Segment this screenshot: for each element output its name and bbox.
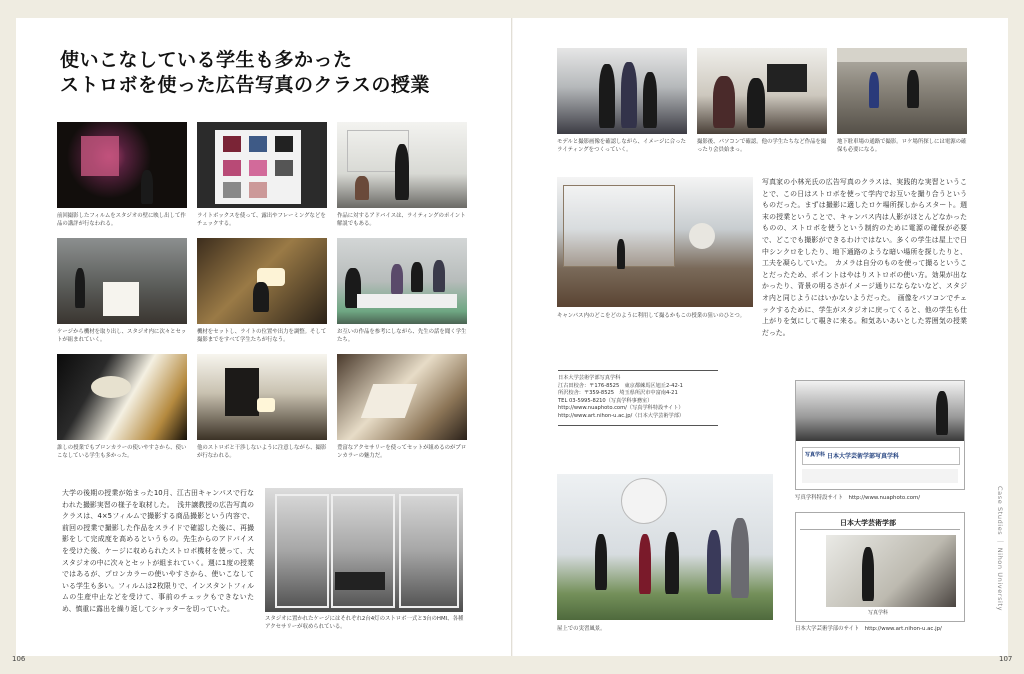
info-line-5: http://www.art.nihon-u.ac.jp/（日本大学芸術学部） bbox=[558, 412, 685, 419]
school-info bbox=[558, 370, 718, 426]
caption-10: スタジオに置かれたケージにはそれぞれ2台4灯のストロボ一式と3台のHMI、各種アクセサリーが収められている。 bbox=[265, 616, 464, 630]
photo-courtyard bbox=[557, 177, 753, 307]
caption-4: ケージから機材を取り出し、スタジオ内に次々とセットが組まれていく。 bbox=[57, 329, 187, 343]
photo-light-adjust bbox=[197, 238, 327, 324]
photo-parking bbox=[837, 48, 967, 134]
photo-broncolor-light bbox=[57, 354, 187, 440]
website-screenshot-art-dept bbox=[795, 512, 965, 622]
caption-9: 豊富なアクセサリーを使ってセットが組めるのがプロンカラーの魅力だ。 bbox=[337, 445, 467, 459]
title-line-2: ストロボを使った広告写真のクラスの授業 bbox=[60, 74, 430, 96]
web1-logo: 写真学科 bbox=[805, 452, 826, 458]
web1-name: 日本大学芸術学部写真学科 bbox=[827, 453, 900, 460]
photo-studio-shoot bbox=[197, 354, 327, 440]
info-line-1: 江古田校舎：〒176-8525 東京都練馬区旭丘2-42-1 bbox=[558, 382, 683, 389]
caption-13: 地下駐車場の通路で撮影。ロケ場所探しには電源の確保も必要になる。 bbox=[837, 139, 967, 153]
info-line-2: 所沢校舎：〒359-8525 埼玉県所沢市中富南4-21 bbox=[558, 390, 678, 397]
photo-pc-review bbox=[697, 48, 827, 134]
page-number-left: 106 bbox=[12, 655, 26, 663]
photo-advice bbox=[337, 122, 467, 208]
caption-2: ライトボックスを使って、露出やフレーミングなどをチェックする。 bbox=[197, 213, 326, 227]
left-body-text: 大学の後期の授業が始まった10月、江古田キャンパスで行なわれた撮影実習の様子を取材した。 浅井譲教授の広告写真のクラスは、4×5フィルムで撮影する商品撮影という内容で、前回の授業で撮影した作品をスライドで確認した後に、再撮影をして完成度を高めるというもの。先生からのアドバイスを受けた後、ケージに収められたストロボ機材を使って、大スタジオの中に次々とセットが組まれていく。週に1度の授業ではあるが、プロンカラーの使いやすさから、使いこなしている学生も多い。フィルムは2枚限りで、インスタントフィルムの生産中止などを受けて、事前のチェックもできないため、慎重に露出を繰り返してシャッターを切っていた。 bbox=[62, 489, 254, 613]
caption-6: お互いの作品を参考にしながら、先生の話を聞く学生たち。 bbox=[337, 329, 467, 343]
photo-model-check bbox=[557, 48, 687, 134]
caption-15: 屋上での実習風景。 bbox=[557, 626, 606, 632]
caption-7: 誰しの授業でもプロンカラーの使いやすさから、使いこなしている学生も多かった。 bbox=[57, 445, 187, 459]
web2-sub: 写真学科 bbox=[868, 610, 889, 616]
photo-accessories bbox=[337, 354, 467, 440]
caption-3: 作品に対するアドバイスは、ライティングのポイント解説でもある。 bbox=[337, 213, 466, 227]
page-number-right: 107 bbox=[999, 655, 1013, 663]
photo-slide-review bbox=[57, 122, 187, 208]
caption-12: 撮影後、パソコンで確認。他の学生たちなど作品を撮ったり会員始まっ。 bbox=[697, 139, 827, 153]
caption-8: 他のストロボと干渉しないように注意しながら、撮影が行なわれる。 bbox=[197, 445, 327, 459]
photo-student-group bbox=[337, 238, 467, 324]
photo-cage-setup bbox=[57, 238, 187, 324]
photo-rooftop bbox=[557, 474, 773, 620]
title-line-1: 使いこなしている学生も多かった bbox=[60, 49, 353, 71]
side-label: Case Studies ｜ Nihon University bbox=[996, 486, 1004, 612]
right-body-text: 写真家の小林光氏の広告写真のクラスは、実践的な実習ということで、この日はストロボを使って学内でお互いを撮り合うというものだった。まずは撮影に適したロケ場所探しからスタート。週末の授業ということで、キャンパス内は人影がほとんどなかったものの、ストロボを使うという制約のために電源の確保が必要で、どこでも撮影ができるわけではない。多くの学生は屋上で日中シンクロをしたり、地下通路のような暗い場所を探したりと、工夫を凝らしていた。 カメラは自分のものを使って撮るということだったため、ポイントはやはりストロボの使い方。効果が出なかったり、背景の明るさがイメージ通りにならないなど、スタジオ内と同じようにはいかないようだった。 画像をパソコンでチェックするために、学生がスタジオに戻ってくると、他の学生も仕上がりを気にして覗きに来る。和気あいあいとした雰囲気の授業だった。 bbox=[762, 178, 967, 337]
photo-equipment-cage bbox=[265, 488, 463, 612]
photo-lightbox bbox=[197, 122, 327, 208]
caption-14: キャンパス内のどこをどのように利用して撮るかもこの授業の狙いのひとつ。 bbox=[557, 313, 745, 319]
page-title bbox=[60, 48, 430, 98]
info-line-4: http://www.nuaphoto.com/（写真学科特設サイト） bbox=[558, 405, 684, 412]
web2-logo: 日本大学芸術学部 bbox=[840, 519, 896, 527]
info-line-3: TEL 03-5995-8210（写真学科事務室） bbox=[558, 397, 653, 404]
caption-1: 前回撮影したフィルムをスタジオの壁に映し出して作品の講評が行なわれる。 bbox=[57, 213, 186, 227]
gutter bbox=[511, 18, 513, 656]
info-name: 日本大学芸術学部写真学科 bbox=[558, 375, 621, 381]
caption-11: モデルと撮影画像を確認しながら、イメージに合ったライティングをつくっていく。 bbox=[557, 139, 686, 153]
caption-website-2: 日本大学芸術学部のサイト http://www.art.nihon-u.ac.jp/ bbox=[795, 626, 942, 632]
caption-website-1: 写真学科特設サイト http://www.nuaphoto.com/ bbox=[795, 495, 921, 501]
website-screenshot-photo-dept bbox=[795, 380, 965, 490]
caption-5: 機材をセットし、ライトの位置や出力を調整。そして撮影までをすべて学生たちが行なう。 bbox=[197, 329, 327, 343]
